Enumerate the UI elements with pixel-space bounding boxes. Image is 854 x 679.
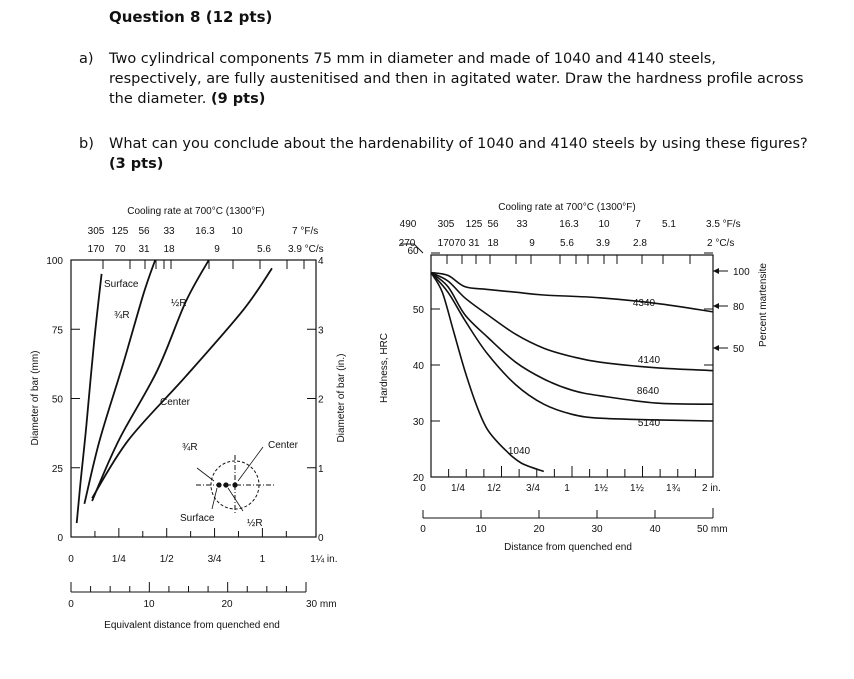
left-top-fs-label: 10 bbox=[231, 226, 243, 237]
right-xlabel: Distance from quenched end bbox=[504, 542, 632, 553]
right-top-fs-label: 5.1 bbox=[662, 219, 676, 230]
right-top-fs-label: 305 bbox=[437, 219, 455, 230]
martensite-arrowhead bbox=[713, 268, 719, 274]
left-y-ticks-in bbox=[318, 256, 324, 544]
curve-3-4-r bbox=[84, 260, 155, 504]
right-x-label-in: 0 bbox=[420, 483, 426, 494]
left-top-cs-label: 3.9 °C/s bbox=[288, 244, 324, 255]
right-y-ticks bbox=[413, 305, 425, 484]
series-label-1040: 1040 bbox=[507, 446, 531, 457]
curve-steel-4340 bbox=[431, 273, 713, 312]
bar-cross-section-inset bbox=[180, 440, 299, 529]
right-axis-ticks bbox=[431, 253, 713, 477]
left-y-label-mm: 75 bbox=[51, 325, 63, 337]
left-mm-scale-ticks bbox=[71, 582, 306, 592]
right-y-label: 20 bbox=[412, 473, 424, 484]
left-plot-frame bbox=[71, 260, 316, 537]
series-label-4140: 4140 bbox=[637, 355, 661, 366]
martensite-label: 100 bbox=[733, 267, 750, 278]
right-martensite-marks bbox=[713, 267, 750, 355]
left-x-label-mm: 0 bbox=[68, 599, 74, 610]
label-surface: Surface bbox=[104, 279, 139, 290]
right-top-cs-label: 18 bbox=[487, 238, 499, 249]
part-b-label: b) bbox=[79, 136, 94, 152]
left-x-ticks-mm bbox=[68, 599, 336, 610]
left-top-fs-label: 305 bbox=[87, 226, 105, 237]
right-top-fs-label: 490 bbox=[399, 219, 417, 230]
right-top-cs-label: 5.6 bbox=[560, 238, 574, 249]
right-y-label: 30 bbox=[412, 417, 424, 428]
part-b-points: (3 pts) bbox=[109, 156, 164, 172]
bar-diameter-chart bbox=[30, 206, 347, 631]
right-ylabel: Hardness, HRC bbox=[379, 332, 390, 404]
left-x-label-mm: 30 mm bbox=[306, 599, 337, 610]
left-x-label-in: 1/4 bbox=[111, 554, 126, 565]
right-x-label-in: 1¾ bbox=[666, 483, 680, 494]
part-a-label: a) bbox=[79, 51, 94, 67]
left-y-label-in: 0 bbox=[318, 533, 324, 544]
inset-label-3q: ¾R bbox=[182, 442, 198, 453]
left-x-ticks-in bbox=[68, 553, 337, 565]
label-three-quarter-r: ¾R bbox=[114, 310, 130, 321]
right-x-label-mm: 30 bbox=[591, 524, 603, 535]
series-label-8640: 8640 bbox=[636, 386, 660, 397]
inset-label-center: Center bbox=[268, 440, 299, 451]
left-ylabel-right: Diameter of bar (in.) bbox=[336, 353, 347, 443]
right-x-ticks-mm bbox=[420, 508, 727, 535]
right-top-axis-fs bbox=[400, 219, 741, 230]
inset-leader-3q bbox=[197, 468, 214, 481]
left-top-cs-label: 5.6 bbox=[257, 244, 271, 255]
inset-leader-surface bbox=[212, 488, 217, 509]
jominy-hardness-chart bbox=[379, 202, 769, 553]
inset-label-surface: Surface bbox=[180, 513, 215, 524]
left-top-cs-label: 18 bbox=[163, 244, 175, 255]
left-y-label-in: 4 bbox=[318, 256, 324, 267]
left-top-cs-label: 9 bbox=[214, 244, 220, 255]
right-top-fs-label: 3.5 °F/s bbox=[706, 219, 741, 230]
right-x-label-in: 1½ bbox=[630, 483, 644, 494]
right-top-cs-label: 70 bbox=[454, 238, 466, 249]
right-x-ticks-in bbox=[420, 483, 721, 494]
curve-steel-8640 bbox=[431, 273, 713, 405]
right-y-label: 40 bbox=[412, 361, 424, 372]
left-top-fs-label: 16.3 bbox=[195, 226, 215, 237]
left-x-label-in: 1 bbox=[259, 554, 266, 565]
left-top-fs-label: 56 bbox=[138, 226, 150, 237]
right-x-label-mm: 40 bbox=[649, 524, 661, 535]
inset-label-half: ½R bbox=[247, 518, 263, 529]
right-x-label-mm: 50 mm bbox=[697, 524, 728, 535]
curve-1-2-r bbox=[92, 260, 209, 501]
inset-point-3q bbox=[216, 482, 221, 487]
right-top-cs-label: 2 °C/s bbox=[707, 238, 735, 249]
left-y-label-mm: 100 bbox=[46, 256, 63, 267]
right-x-label-mm: 10 bbox=[475, 524, 487, 535]
left-top-fs-label: 7 °F/s bbox=[292, 226, 319, 237]
right-top-cs-label: 3.9 bbox=[596, 238, 610, 249]
martensite-arrowhead bbox=[713, 303, 719, 309]
right-top-axis-cs bbox=[399, 238, 735, 257]
left-top-fs-label: 125 bbox=[111, 226, 129, 237]
left-y-label-in: 1 bbox=[318, 463, 324, 475]
left-x-label-in: 3/4 bbox=[207, 554, 222, 565]
left-xlabel: Equivalent distance from quenched end bbox=[104, 620, 280, 631]
left-top-axis-fs bbox=[88, 226, 319, 237]
left-y-label-mm: 50 bbox=[51, 394, 63, 406]
right-chart-title: Cooling rate at 700°C (1300°F) bbox=[498, 202, 636, 213]
left-top-cs-label: 70 bbox=[114, 244, 126, 255]
left-x-label-in: 1¼ in. bbox=[310, 554, 338, 565]
label-center: Center bbox=[160, 397, 191, 408]
inset-leader-center bbox=[238, 447, 263, 481]
curve-steel-1040 bbox=[431, 273, 544, 472]
left-x-label-mm: 10 bbox=[143, 599, 155, 610]
right-x-label-in: 1/2 bbox=[487, 483, 501, 494]
right-y-label: 50 bbox=[412, 305, 424, 316]
right-top-fs-label: 56 bbox=[487, 219, 499, 230]
right-top-fs-label: 16.3 bbox=[559, 219, 579, 230]
right-y-label: 60 bbox=[407, 246, 419, 257]
right-top-fs-label: 125 bbox=[465, 219, 483, 230]
right-top-cs-label: 31 bbox=[468, 238, 480, 249]
series-label-4340: 4340 bbox=[632, 298, 656, 309]
left-axis-ticks bbox=[71, 260, 316, 537]
right-top-cs-label: 270 bbox=[398, 238, 416, 249]
left-y-label-mm: 25 bbox=[51, 463, 63, 475]
right-x-label-in: 1/4 bbox=[451, 483, 465, 494]
left-y-label-mm: 0 bbox=[57, 533, 63, 544]
right-top-cs-label: 9 bbox=[529, 238, 535, 249]
part-a-question: Two cylindrical components 75 mm in diameter and made of 1040 and 4140 steels, respectively, are fully austenitised and then in agitated water. Draw the hardness profile across the diameter. bbox=[109, 51, 804, 107]
left-y-ticks-mm bbox=[46, 256, 63, 544]
left-x-label-in: 1/2 bbox=[159, 554, 174, 565]
curve-steel-4140 bbox=[431, 273, 713, 371]
martensite-label: 50 bbox=[733, 344, 745, 355]
right-x-label-in: 1 bbox=[564, 483, 570, 494]
left-top-fs-label: 33 bbox=[163, 226, 175, 237]
right-top-fs-label: 7 bbox=[635, 219, 641, 230]
left-x-label-mm: 20 bbox=[221, 599, 233, 610]
left-y-label-in: 3 bbox=[318, 325, 324, 337]
right-x-label-mm: 20 bbox=[533, 524, 545, 535]
right-curves bbox=[431, 273, 713, 472]
left-x-label-in: 0 bbox=[68, 554, 74, 565]
right-ylabel-right: Percent martensite bbox=[758, 263, 769, 347]
inset-point-half bbox=[223, 482, 228, 487]
right-top-fs-label: 33 bbox=[516, 219, 528, 230]
question-title: Question 8 (12 pts) bbox=[109, 8, 273, 26]
martensite-arrowhead bbox=[713, 345, 719, 351]
part-a-points: (9 pts) bbox=[211, 91, 266, 107]
label-half-r: ½R bbox=[171, 298, 187, 309]
left-chart-title: Cooling rate at 700°C (1300°F) bbox=[127, 206, 265, 217]
left-ylabel: Diameter of bar (mm) bbox=[30, 350, 41, 446]
left-top-axis-cs bbox=[88, 244, 324, 255]
left-top-cs-label: 170 bbox=[87, 244, 105, 255]
martensite-label: 80 bbox=[733, 302, 745, 313]
right-x-label-in: 2 in. bbox=[702, 483, 721, 494]
left-top-cs-label: 31 bbox=[138, 244, 150, 255]
right-top-cs-label: 170 bbox=[437, 238, 455, 249]
right-top-cs-label: 2.8 bbox=[633, 238, 647, 249]
right-x-label-in: 3/4 bbox=[526, 483, 540, 494]
inset-point-center bbox=[232, 482, 237, 487]
right-x-label-mm: 0 bbox=[420, 524, 426, 535]
right-x-label-in: 1½ bbox=[594, 483, 608, 494]
part-b-question: What can you conclude about the hardenability of 1040 and 4140 steels by using these figures? bbox=[109, 136, 808, 152]
left-y-label-in: 2 bbox=[318, 394, 324, 406]
series-label-5140: 5140 bbox=[637, 418, 661, 429]
right-top-fs-label: 10 bbox=[598, 219, 610, 230]
